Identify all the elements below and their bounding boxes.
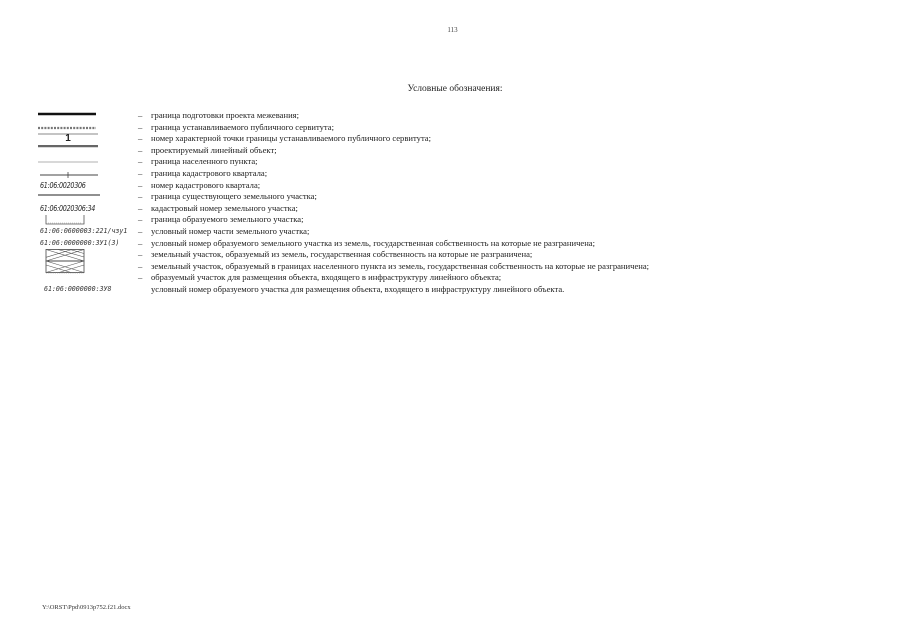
legend-dash: –	[138, 179, 143, 190]
legend-row	[38, 191, 798, 203]
legend-dash: –	[138, 214, 143, 225]
legend-description: земельный участок, образуемый в границах населенного пункта из земель, государственная собственность на которые не разграничена;	[151, 260, 650, 271]
legend-row	[38, 238, 798, 250]
legend-row	[38, 110, 798, 122]
infrastructure-plot-number-symbol: 61:06:0000000:ЗУ8	[44, 284, 112, 293]
legend-dash: –	[138, 133, 143, 144]
legend-description: граница кадастрового квартала;	[151, 167, 268, 178]
legend-row	[38, 214, 798, 226]
legend-dash: –	[138, 237, 143, 248]
legend-description: номер кадастрового квартала;	[151, 179, 261, 190]
legend-description: граница существующего земельного участка;	[151, 191, 317, 202]
legend-description: условный номер части земельного участка;	[151, 225, 310, 236]
legend-dash: –	[138, 144, 143, 155]
legend-description: проектируемый линейный объект;	[151, 144, 277, 155]
legend-dash: –	[138, 156, 143, 167]
legend-description: граница населенного пункта;	[151, 156, 258, 167]
formed-plot-number-symbol: 61:06:0000000:ЗУ1(3)	[40, 238, 120, 247]
legend-row	[38, 156, 798, 168]
legend-description: кадастровый номер земельного участка;	[151, 202, 298, 213]
legend-dash: –	[138, 260, 143, 271]
legend-description: номер характерной точки границы устанавливаемого публичного сервитута;	[151, 133, 432, 144]
page-number: 113	[447, 26, 458, 34]
legend-dash: –	[138, 167, 143, 178]
cadastral-quarter-number-symbol: 61:06:0020306	[40, 180, 86, 190]
servitude-boundary-symbol	[38, 122, 102, 134]
legend-row	[38, 168, 798, 180]
infrastructure-plot-symbol	[38, 272, 102, 284]
cadastral-quarter-boundary-symbol	[38, 168, 102, 180]
legend-row	[38, 261, 798, 273]
legend-description: земельный участок, образуемый из земель, государственная собственность на которые не разграничена;	[151, 249, 533, 260]
existing-plot-boundary-symbol	[38, 191, 102, 203]
legend-row	[38, 203, 798, 215]
legend-row	[38, 249, 798, 261]
settlement-boundary-symbol	[38, 156, 102, 168]
legend-description: условный номер образуемого участка для размещения объекта, входящего в инфраструктуру линейного объекта.	[151, 283, 565, 294]
legend-row	[38, 145, 798, 157]
project-boundary-symbol	[38, 110, 102, 122]
legend-dash: –	[138, 202, 143, 213]
legend-row	[38, 180, 798, 192]
legend-dash: –	[138, 110, 143, 120]
settlement-plot-symbol	[38, 261, 102, 273]
legend-row	[38, 133, 798, 145]
document-footer-path: Y:\ORST\Ppd\0913p752.f21.docx	[42, 604, 131, 611]
legend-description: граница подготовки проекта межевания;	[151, 110, 300, 120]
legend-dash: –	[138, 249, 143, 260]
legend-description: образуемый участок для размещения объекта, входящего в инфраструктуру линейного объекта;	[151, 272, 502, 283]
legend-dash: –	[138, 272, 143, 283]
plot-cadastral-number-symbol: 61:06:0020306:34	[40, 203, 96, 213]
legend-description: граница устанавливаемого публичного сервитута;	[151, 121, 334, 132]
legend-row	[38, 284, 798, 296]
legend	[38, 110, 798, 296]
legend-description: граница образуемого земельного участка;	[151, 214, 304, 225]
legend-row	[38, 272, 798, 284]
formed-plot-boundary-symbol	[38, 214, 102, 226]
legend-row	[38, 122, 798, 134]
legend-row	[38, 226, 798, 238]
plot-part-number-symbol: 61:06:0600003:221/чзу1	[40, 226, 128, 235]
legend-description: условный номер образуемого земельного участка из земель, государственная собственность на которые не разграничена;	[151, 237, 596, 248]
legend-title: Условные обозначения:	[407, 84, 503, 94]
linear-object-symbol	[38, 145, 102, 157]
legend-dash: –	[138, 121, 143, 132]
legend-dash: –	[138, 225, 143, 236]
point-number-symbol: 1	[65, 133, 71, 145]
state-land-plot-symbol	[38, 249, 102, 261]
legend-dash: –	[138, 191, 143, 202]
